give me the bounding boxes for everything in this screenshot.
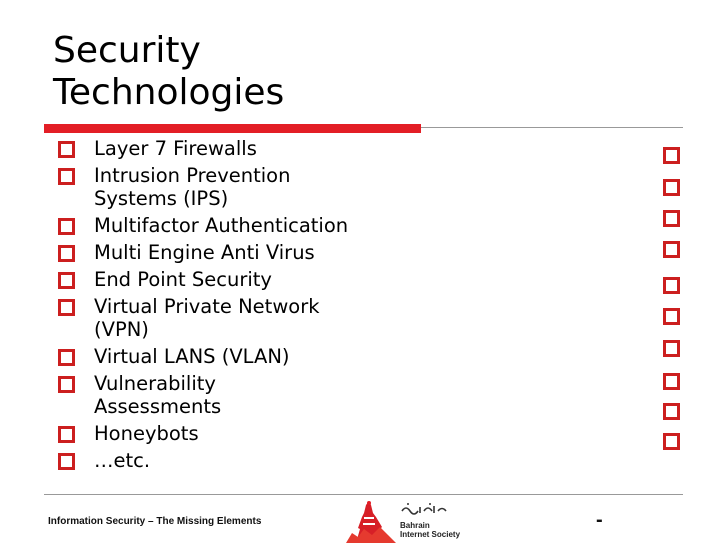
bullet-text: Vulnerability Assessments: [94, 372, 222, 418]
list-item: [58, 241, 348, 264]
bullet-text: Layer 7 Firewalls: [94, 137, 257, 160]
square-bullet-icon: [58, 272, 75, 289]
square-bullet-icon: [663, 340, 680, 357]
bullet-text: Multifactor Authentication: [94, 214, 349, 237]
bullet-text: Honeybots: [94, 422, 199, 445]
bullet-text: Intrusion Prevention Systems (IPS): [94, 164, 291, 210]
list-item: [58, 137, 348, 160]
logo-line-2: Internet Society: [400, 530, 461, 539]
footer-divider: [44, 494, 683, 495]
square-bullet-icon: [663, 308, 680, 325]
list-item: [58, 422, 348, 445]
square-bullet-icon: [58, 299, 75, 316]
square-bullet-icon: [663, 241, 680, 258]
title-line-1: Security: [53, 30, 201, 71]
logo-line-1: Bahrain: [400, 521, 430, 530]
bullet-list: [58, 137, 348, 476]
title-underline-red: [44, 124, 421, 133]
bullet-text: Virtual Private Network (VPN): [94, 295, 320, 341]
bullet-text: …etc.: [94, 449, 151, 472]
list-item: [58, 214, 348, 237]
tower-logo-icon: [342, 499, 402, 544]
list-item: [58, 449, 348, 472]
square-bullet-icon: [663, 403, 680, 420]
square-bullet-icon: [58, 426, 75, 443]
bullet-text: Virtual LANS (VLAN): [94, 345, 290, 368]
square-bullet-icon: [58, 376, 75, 393]
title-underline-gray: [421, 127, 683, 128]
list-item: [58, 164, 348, 210]
page-number: -: [596, 509, 603, 531]
list-item: [58, 345, 348, 368]
square-bullet-icon: [663, 433, 680, 450]
square-bullet-icon: [58, 141, 75, 158]
list-item: [58, 295, 348, 341]
square-bullet-icon: [663, 277, 680, 294]
slide-title: [53, 30, 284, 114]
list-item: [58, 372, 348, 418]
list-item: [58, 268, 348, 291]
square-bullet-icon: [58, 349, 75, 366]
title-line-2: Technologies: [53, 72, 285, 113]
square-bullet-icon: [58, 218, 75, 235]
square-bullet-icon: [58, 168, 75, 185]
square-bullet-icon: [663, 373, 680, 390]
square-bullet-icon: [663, 210, 680, 227]
footer-text: Information Security – The Missing Elements: [48, 516, 262, 527]
square-bullet-icon: [663, 147, 680, 164]
bullet-text: Multi Engine Anti Virus: [94, 241, 315, 264]
bullet-text: End Point Security: [94, 268, 272, 291]
square-bullet-icon: [663, 179, 680, 196]
arabic-logo-text-icon: [400, 501, 450, 517]
square-bullet-icon: [58, 245, 75, 262]
bahrain-internet-society-logo: [342, 499, 482, 544]
square-bullet-icon: [58, 453, 75, 470]
